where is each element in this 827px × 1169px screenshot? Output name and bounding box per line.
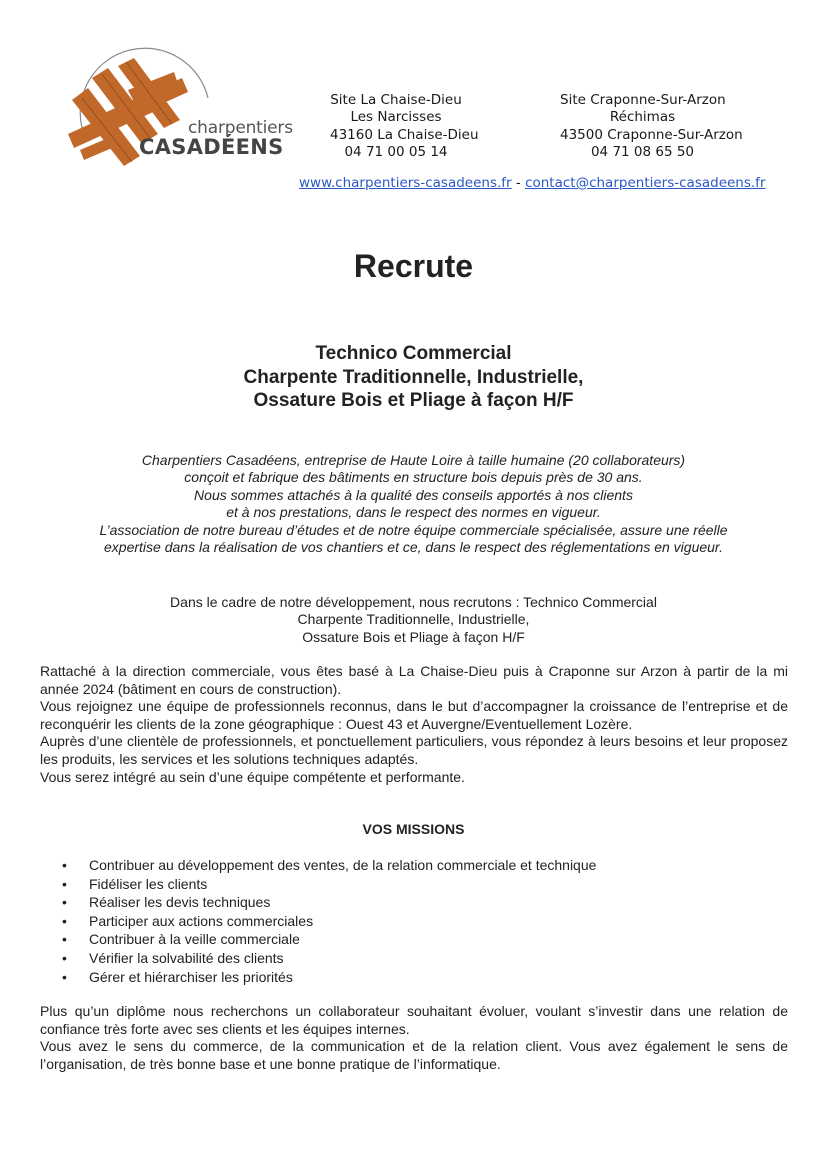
site-la-chaise-dieu (330, 92, 479, 161)
website-link[interactable]: www.charpentiers-casadeens.fr (299, 175, 512, 191)
list-item (62, 930, 596, 949)
description-paragraph: Vous serez intégré au sein d’une équipe compétente et performante. (40, 768, 465, 785)
bullet-icon: • (62, 875, 67, 892)
description-paragraph: Auprès d’une clientèle de professionnels, et ponctuellement particuliers, vous répondez à leurs besoins et leur proposez les produits, les services et les solutions techniques adaptés. (40, 733, 788, 767)
intro-line: L’association de notre bureau d’études et de notre équipe commerciale spécialisée, assure une réelle (99, 521, 728, 538)
bullet-icon: • (62, 968, 67, 985)
email-link[interactable]: contact@charpentiers-casadeens.fr (525, 175, 766, 191)
mission-text: Réaliser les devis techniques (89, 894, 271, 911)
development-line: Charpente Traditionnelle, Industrielle, (297, 611, 530, 628)
link-separator: - (511, 175, 526, 191)
description-paragraph: Vous rejoignez une équipe de professionnels reconnus, dans le but d’accompagner la croissance de l’entreprise et de reconquérir les clients de la zone géographique : Ouest 43 et Auvergne/Eventuellement Lozère. (40, 698, 788, 732)
bullet-icon: • (62, 931, 67, 948)
bullet-icon: • (62, 949, 67, 966)
missions-heading: VOS MISSIONS (362, 821, 465, 837)
logo-text-casadeens: CASADÉENS (139, 135, 284, 159)
list-item (62, 968, 596, 987)
intro-line: conçoit et fabrique des bâtiments en structure bois depuis près de 30 ans. (184, 469, 643, 486)
list-item (62, 875, 596, 894)
job-title-line: Ossature Bois et Pliage à façon H/F (253, 390, 574, 411)
list-item (62, 949, 596, 968)
logo-text-charpentiers: charpentiers (188, 118, 293, 138)
site-name: Site La Chaise-Dieu (330, 92, 462, 108)
profile-paragraph: Vous avez le sens du commerce, de la communication et de la relation client. Vous avez également le sens de l’organisation, de très bonne base et une bonne pratique de l’informatique. (40, 1038, 788, 1072)
site-craponne (560, 92, 743, 161)
missions-list (62, 856, 596, 986)
site-address-line: Réchimas (609, 109, 676, 126)
intro-line: Nous sommes attachés à la qualité des conseils apportés à nos clients (194, 486, 633, 503)
list-item (62, 893, 596, 912)
intro-line: expertise dans la réalisation de vos chantiers et ce, dans le respect des réglementations en vigueur. (104, 539, 723, 556)
mission-text: Gérer et hiérarchiser les priorités (89, 968, 293, 985)
job-description (40, 663, 788, 786)
site-city: 43500 Craponne-Sur-Arzon (560, 126, 743, 143)
candidate-profile (40, 1003, 788, 1073)
contact-links (299, 175, 766, 191)
list-item (62, 912, 596, 931)
intro-line: et à nos prestations, dans le respect des normes en vigueur. (226, 504, 601, 521)
job-title-line: Charpente Traditionnelle, Industrielle, (243, 366, 584, 388)
job-title-line: Technico Commercial (315, 343, 512, 364)
site-phone: 04 71 08 65 50 (590, 143, 695, 160)
mission-text: Contribuer à la veille commerciale (89, 931, 300, 948)
site-phone: 04 71 00 05 14 (344, 143, 448, 160)
list-item (62, 856, 596, 875)
mission-text: Participer aux actions commerciales (89, 912, 314, 929)
mission-text: Contribuer au développement des ventes, de la relation commerciale et technique (89, 857, 597, 873)
mission-text: Fidéliser les clients (89, 875, 208, 892)
company-intro (0, 452, 827, 556)
site-city: 43160 La Chaise-Dieu (330, 126, 479, 143)
page-title: Recrute (353, 248, 474, 284)
mission-text: Vérifier la solvabilité des clients (89, 949, 284, 966)
intro-line: Charpentiers Casadéens, entreprise de Haute Loire à taille humaine (20 collaborateurs) (141, 452, 686, 468)
bullet-icon: • (62, 894, 67, 911)
development-statement (0, 594, 827, 646)
site-address-line: Les Narcisses (350, 109, 442, 126)
bullet-icon: • (62, 912, 67, 929)
site-name: Site Craponne-Sur-Arzon (560, 92, 726, 108)
bullet-icon: • (62, 857, 67, 873)
job-title (0, 342, 827, 413)
profile-paragraph: Plus qu’un diplôme nous recherchons un collaborateur souhaitant évoluer, voulant s’investir dans une relation de confiance très forte avec ses clients et les équipes internes. (40, 1003, 788, 1037)
description-paragraph: Rattaché à la direction commerciale, vous êtes basé à La Chaise-Dieu puis à Craponne sur Arzon à partir de la mi année 2024 (bâtiment en cours de construction). (40, 663, 788, 697)
development-line: Dans le cadre de notre développement, nous recrutons : Technico Commercial (170, 594, 657, 610)
development-line: Ossature Bois et Pliage à façon H/F (302, 628, 525, 645)
